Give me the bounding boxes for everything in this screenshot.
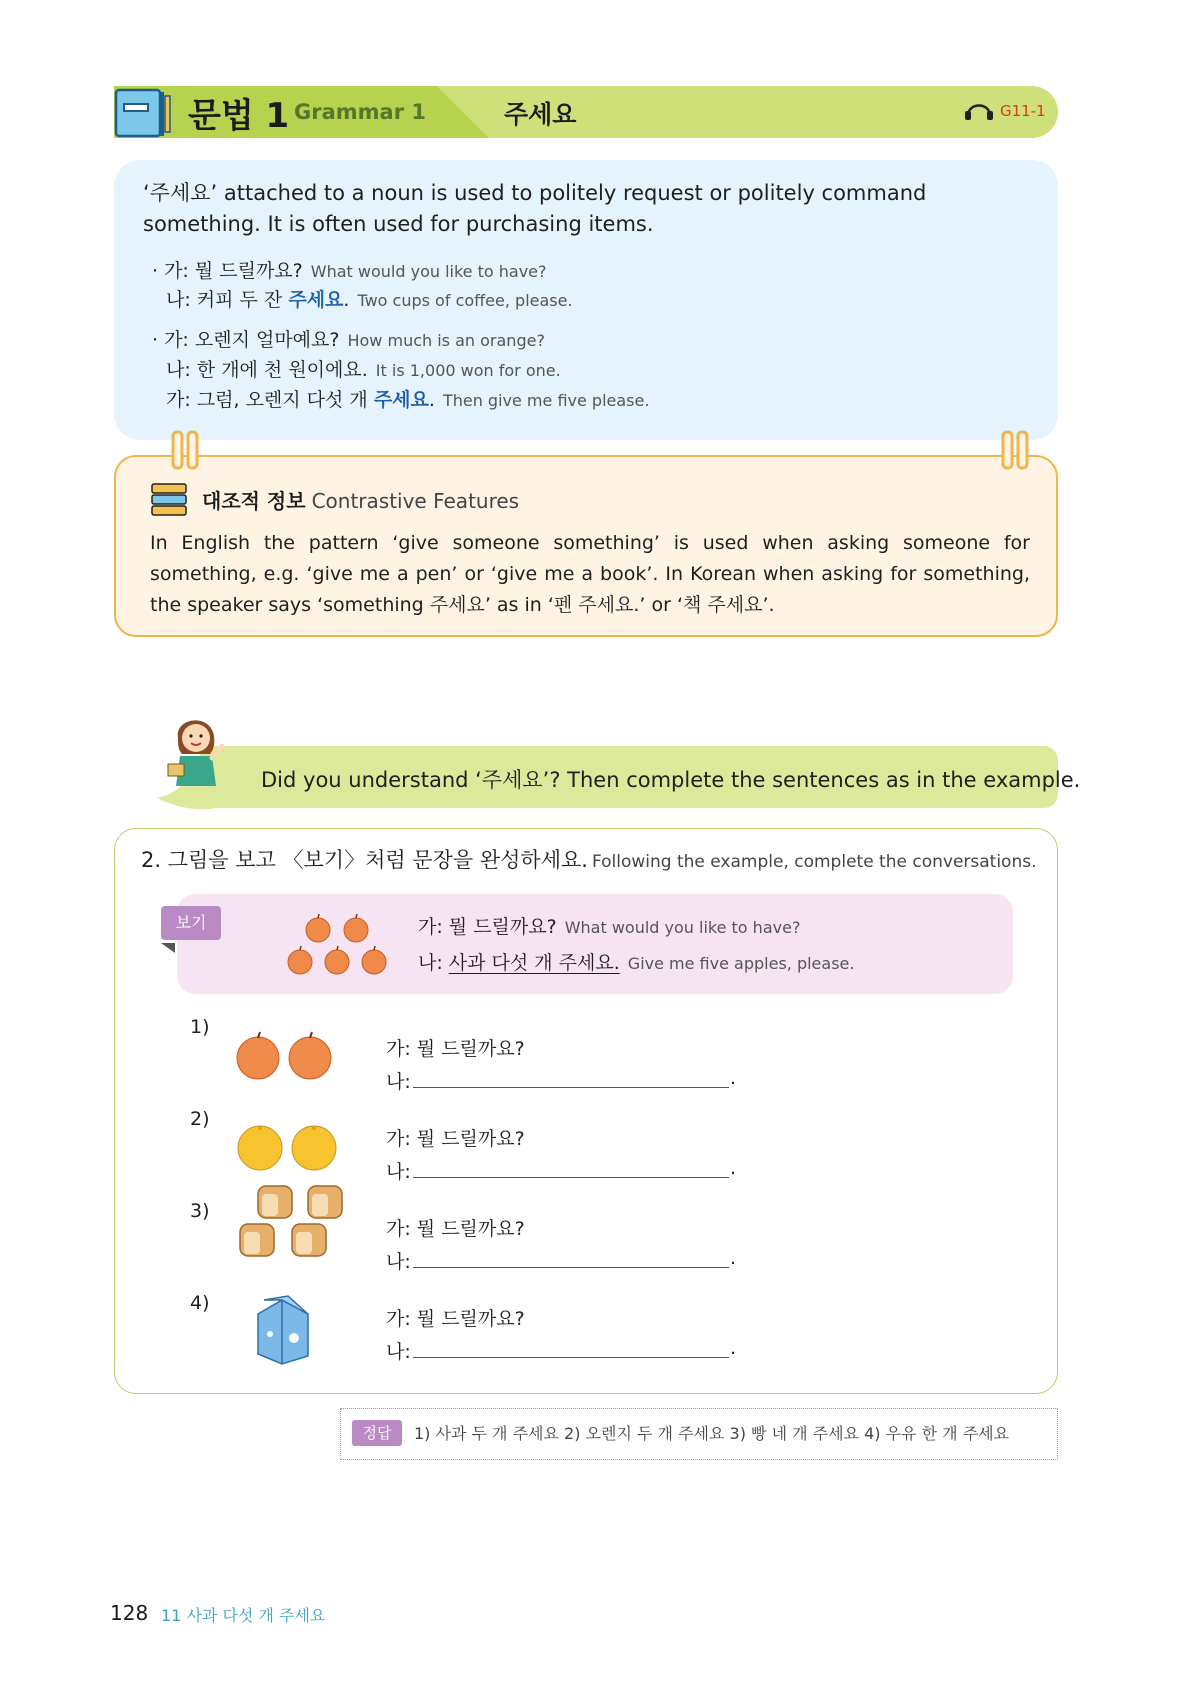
chapter-title: 11 사과 다섯 개 주세요 [161, 1606, 326, 1625]
item-number: 4) [190, 1292, 210, 1314]
example-line: · 가: 뭘 드릴까요? What would you like to have? [152, 260, 547, 282]
page-title: 주세요 [504, 100, 577, 129]
headphones-icon[interactable] [962, 96, 998, 126]
item-answer-label: 나: [386, 1341, 411, 1363]
item-end-period: . [730, 1157, 737, 1179]
item-number: 3) [190, 1200, 210, 1222]
item-question: 가: 뭘 드릴까요? [386, 1128, 525, 1150]
answer-blank[interactable] [413, 1357, 729, 1358]
exercise-title: 2. 그림을 보고 〈보기〉처럼 문장을 완성하세요. Following the example, complete the conversations. [141, 848, 1037, 872]
contrastive-heading: 대조적 정보 Contrastive Features [202, 489, 520, 513]
example-answer: 나: 사과 다섯 개 주세요. Give me five apples, please. [418, 952, 855, 974]
audio-track-code[interactable]: G11-1 [1000, 102, 1046, 120]
teacher-illustration [160, 708, 240, 792]
books-stack-icon [150, 482, 190, 522]
item-question: 가: 뭘 드릴까요? [386, 1308, 525, 1330]
banner-text: Did you understand ‘주세요’? Then complete the sentences as in the example. [261, 768, 1081, 792]
item-end-period: . [730, 1067, 737, 1089]
item-answer-label: 나: [386, 1251, 411, 1273]
example-line: 나: 커피 두 잔 주세요. Two cups of coffee, please. [166, 289, 573, 311]
binder-clip-icon [1000, 430, 1032, 474]
example-badge: 보기 [161, 906, 221, 940]
apples-five-image [282, 912, 392, 986]
answer-blank[interactable] [413, 1177, 729, 1178]
example-line: 나: 한 개에 천 원이에요. It is 1,000 won for one. [166, 359, 561, 381]
item-answer-label: 나: [386, 1161, 411, 1183]
grammar-label-ko: 문법 1 [188, 96, 290, 136]
item-question: 가: 뭘 드릴까요? [386, 1218, 525, 1240]
example-line: 가: 그럼, 오렌지 다섯 개 주세요. Then give me five please. [166, 389, 650, 411]
answer-blank[interactable] [413, 1267, 729, 1268]
example-line: · 가: 오렌지 얼마예요? How much is an orange? [152, 329, 545, 351]
oranges-two-image [234, 1120, 340, 1176]
badge-fold [161, 938, 175, 957]
grammar-label-en: Grammar 1 [294, 100, 426, 124]
answer-blank[interactable] [413, 1087, 729, 1088]
binder-clip-icon [170, 430, 202, 474]
apples-two-image [234, 1030, 334, 1086]
book-icon [114, 86, 172, 144]
contrastive-text: In English the pattern ‘give someone something’ is used when asking someone for something, e.g. ‘give me a pen’ or ‘give me a book’. In Korean when asking for something, the speaker says ‘something 주세요’ as in ‘펜 주세요.’ or ‘책 주세요’. [150, 532, 1030, 616]
item-question: 가: 뭘 드릴까요? [386, 1038, 525, 1060]
bread-four-image [236, 1182, 348, 1266]
item-number: 2) [190, 1108, 210, 1130]
item-end-period: . [730, 1247, 737, 1269]
example-question: 가: 뭘 드릴까요? What would you like to have? [418, 916, 801, 938]
milk-carton-image [250, 1294, 314, 1370]
item-end-period: . [730, 1337, 737, 1359]
answer-key-badge: 정답 [352, 1420, 402, 1446]
page-number: 128 [110, 1601, 149, 1625]
item-number: 1) [190, 1016, 210, 1038]
answer-key-text: 1) 사과 두 개 주세요 2) 오렌지 두 개 주세요 3) 빵 네 개 주세요 4) 우유 한 개 주세요 [414, 1424, 1010, 1443]
explanation-text: ‘주세요’ attached to a noun is used to politely request or politely command something. It is often used for purchasing items. [143, 181, 927, 236]
item-answer-label: 나: [386, 1071, 411, 1093]
